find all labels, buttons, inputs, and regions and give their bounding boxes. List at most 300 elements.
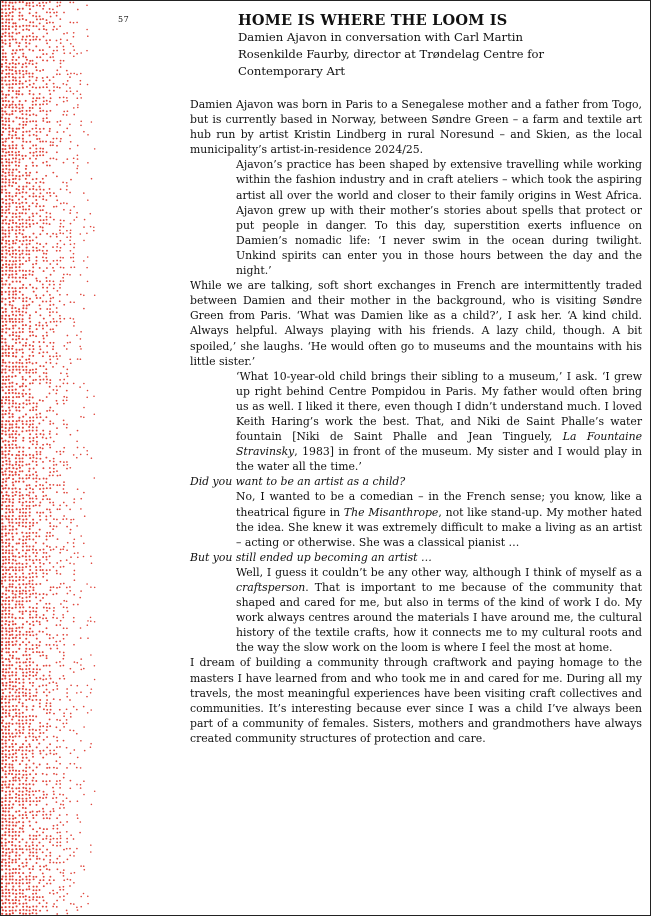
halftone-dot	[32, 545, 34, 547]
halftone-dot	[60, 120, 62, 122]
halftone-dot	[5, 508, 7, 510]
halftone-dot	[50, 511, 52, 513]
halftone-dot	[4, 148, 6, 150]
halftone-dot	[32, 607, 34, 609]
halftone-dot	[45, 175, 47, 177]
halftone-dot	[53, 749, 55, 751]
halftone-dot	[29, 39, 31, 41]
halftone-dot	[12, 886, 14, 888]
halftone-dot	[45, 678, 47, 680]
halftone-dot	[39, 478, 41, 480]
halftone-dot	[43, 563, 45, 565]
halftone-dot	[5, 800, 7, 802]
interview-question: Did you want to be an artist as a child?	[190, 475, 406, 489]
halftone-dot	[22, 406, 24, 408]
halftone-dot	[32, 457, 34, 459]
halftone-dot	[8, 664, 10, 666]
halftone-dot	[36, 800, 38, 802]
halftone-dot	[8, 127, 10, 129]
halftone-dot	[22, 307, 24, 309]
halftone-dot	[25, 208, 27, 210]
halftone-dot	[56, 780, 58, 782]
halftone-dot	[11, 841, 13, 843]
halftone-dot	[43, 205, 45, 207]
halftone-dot	[19, 854, 21, 856]
halftone-dot	[5, 463, 7, 465]
halftone-dot	[46, 60, 48, 62]
paragraph: I dream of building a community through craftwork and paying homage to the masters I have learned from and who took me in and cared for me. During all my travels, the most meaningful experiences have been visiting craft collectives and communities. It’s interesting because ever since I was a child I’ve always been part of a community of females. Sisters, mothers and grandmothers have always created community structures of protection and care.	[190, 656, 642, 745]
halftone-dot	[5, 566, 7, 568]
halftone-dot	[73, 594, 75, 596]
halftone-dot	[28, 250, 30, 252]
halftone-dot	[22, 783, 24, 785]
halftone-dot	[5, 1, 7, 3]
halftone-dot	[63, 447, 65, 449]
halftone-dot	[39, 382, 41, 384]
text-run: , 1983] in front of the museum. My sister and I would play in the water all the time.’	[236, 445, 642, 474]
halftone-dot	[33, 233, 35, 235]
halftone-dot	[36, 855, 38, 857]
halftone-dot	[18, 569, 20, 571]
halftone-dot	[5, 852, 7, 854]
halftone-dot	[53, 773, 55, 775]
halftone-dot	[15, 872, 17, 874]
halftone-dot	[32, 498, 34, 500]
halftone-dot	[60, 321, 62, 323]
halftone-dot	[46, 532, 48, 534]
halftone-dot	[26, 634, 28, 636]
halftone-dot	[19, 263, 21, 265]
halftone-dot	[39, 451, 41, 453]
halftone-dot	[56, 740, 58, 742]
halftone-dot	[63, 678, 65, 680]
halftone-dot	[22, 369, 24, 371]
halftone-dot	[19, 590, 21, 592]
halftone-dot	[15, 831, 17, 833]
halftone-dot	[25, 474, 27, 476]
halftone-dot	[19, 212, 21, 214]
halftone-dot	[53, 331, 55, 333]
halftone-dot	[18, 451, 20, 453]
halftone-dot	[8, 137, 10, 139]
halftone-dot	[63, 49, 65, 51]
halftone-dot	[11, 382, 13, 384]
halftone-dot	[91, 121, 93, 123]
halftone-dot	[52, 797, 54, 799]
halftone-dot	[56, 464, 58, 466]
halftone-dot	[8, 429, 10, 431]
halftone-dot	[22, 140, 24, 142]
halftone-dot	[39, 623, 41, 625]
halftone-dot	[39, 593, 41, 595]
halftone-dot	[22, 53, 24, 55]
halftone-dot	[22, 866, 24, 868]
halftone-dot	[16, 468, 18, 470]
halftone-dot	[42, 110, 44, 112]
halftone-dot	[22, 274, 24, 276]
halftone-dot	[1, 63, 3, 65]
halftone-dot	[9, 902, 11, 904]
halftone-dot	[8, 19, 10, 21]
halftone-dot	[36, 607, 38, 609]
halftone-dot	[11, 59, 13, 61]
halftone-dot	[21, 753, 23, 755]
halftone-dot	[87, 624, 89, 626]
halftone-dot	[19, 76, 21, 78]
halftone-dot	[90, 851, 92, 853]
halftone-dot	[32, 25, 34, 27]
halftone-dot	[19, 644, 21, 646]
halftone-dot	[67, 593, 69, 595]
halftone-dot	[73, 162, 75, 164]
halftone-dot	[91, 804, 93, 806]
halftone-dot	[43, 36, 45, 38]
halftone-dot	[12, 83, 14, 85]
halftone-dot	[25, 559, 27, 561]
halftone-dot	[52, 280, 54, 282]
halftone-dot	[8, 131, 10, 133]
halftone-dot	[22, 549, 24, 551]
halftone-dot	[38, 352, 40, 354]
halftone-dot	[80, 896, 82, 898]
halftone-dot	[69, 848, 71, 850]
halftone-dot	[52, 318, 54, 320]
halftone-dot	[25, 155, 27, 157]
halftone-dot	[35, 699, 37, 701]
halftone-dot	[42, 325, 44, 327]
halftone-dot	[59, 287, 61, 289]
halftone-dot	[59, 73, 61, 75]
halftone-dot	[22, 416, 24, 418]
halftone-dot	[5, 892, 7, 894]
halftone-dot	[59, 508, 61, 510]
halftone-dot	[12, 559, 14, 561]
halftone-dot	[35, 593, 37, 595]
halftone-dot	[36, 135, 38, 137]
halftone-dot	[59, 124, 61, 126]
halftone-dot	[25, 793, 27, 795]
halftone-dot	[19, 518, 21, 520]
halftone-dot	[32, 899, 34, 901]
halftone-dot	[12, 413, 14, 415]
halftone-dot	[49, 861, 51, 863]
halftone-dot	[5, 862, 7, 864]
halftone-dot	[35, 535, 37, 537]
halftone-dot	[39, 902, 41, 904]
halftone-dot	[66, 518, 68, 520]
halftone-dot	[39, 267, 41, 269]
halftone-dot	[8, 134, 10, 136]
halftone-dot	[50, 835, 52, 837]
halftone-dot	[22, 127, 24, 129]
halftone-dot	[36, 638, 38, 640]
halftone-dot	[11, 185, 13, 187]
halftone-dot	[16, 206, 18, 208]
halftone-dot	[8, 291, 10, 293]
halftone-dot	[60, 39, 62, 41]
halftone-dot	[26, 182, 28, 184]
halftone-dot	[52, 297, 54, 299]
halftone-dot	[2, 725, 4, 727]
halftone-dot	[53, 862, 55, 864]
halftone-dot	[12, 784, 14, 786]
halftone-dot	[53, 767, 55, 769]
halftone-dot	[49, 665, 51, 667]
halftone-dot	[25, 222, 27, 224]
halftone-dot	[32, 583, 34, 585]
halftone-dot	[80, 73, 82, 75]
halftone-dot	[46, 114, 48, 116]
halftone-dot	[36, 464, 38, 466]
halftone-dot	[2, 114, 4, 116]
halftone-dot	[18, 770, 20, 772]
halftone-dot	[25, 692, 27, 694]
halftone-dot	[73, 22, 75, 24]
halftone-dot	[5, 178, 7, 180]
halftone-dot	[39, 764, 41, 766]
halftone-dot	[32, 73, 34, 75]
halftone-dot	[63, 366, 65, 368]
halftone-dot	[12, 569, 14, 571]
halftone-dot	[15, 893, 17, 895]
halftone-dot	[18, 189, 20, 191]
halftone-dot	[11, 787, 13, 789]
halftone-dot	[43, 794, 45, 796]
halftone-dot	[52, 29, 54, 31]
halftone-dot	[26, 430, 28, 432]
halftone-dot	[43, 750, 45, 752]
halftone-dot	[5, 542, 7, 544]
halftone-dot	[21, 348, 23, 350]
halftone-dot	[1, 446, 3, 448]
halftone-dot	[25, 909, 27, 911]
halftone-dot	[11, 549, 13, 551]
halftone-dot	[9, 253, 11, 255]
halftone-dot	[70, 267, 72, 269]
halftone-dot	[25, 596, 27, 598]
halftone-dot	[8, 590, 10, 592]
halftone-dot	[22, 525, 24, 527]
halftone-dot	[46, 767, 48, 769]
halftone-dot	[56, 774, 58, 776]
halftone-dot	[32, 120, 34, 122]
halftone-dot	[5, 349, 7, 351]
halftone-dot	[25, 811, 27, 813]
halftone-dot	[1, 77, 3, 79]
halftone-dot	[12, 803, 14, 805]
halftone-dot	[2, 682, 4, 684]
halftone-dot	[21, 144, 23, 146]
halftone-dot	[29, 147, 31, 149]
halftone-dot	[76, 906, 78, 908]
halftone-dot	[2, 573, 4, 575]
halftone-dot	[4, 576, 6, 578]
halftone-dot	[25, 841, 27, 843]
halftone-dot	[70, 522, 72, 524]
halftone-dot	[19, 889, 21, 891]
halftone-dot	[63, 644, 65, 646]
halftone-dot	[22, 838, 24, 840]
halftone-dot	[18, 90, 20, 92]
halftone-dot	[15, 38, 17, 40]
halftone-dot	[8, 895, 10, 897]
halftone-dot	[52, 233, 54, 235]
halftone-dot	[16, 634, 18, 636]
halftone-dot	[67, 878, 69, 880]
halftone-dot	[18, 410, 20, 412]
halftone-dot	[22, 685, 24, 687]
halftone-dot	[32, 661, 34, 663]
halftone-dot	[42, 617, 44, 619]
halftone-dot	[43, 817, 45, 819]
halftone-dot	[69, 562, 71, 564]
halftone-dot	[46, 267, 48, 269]
halftone-dot	[45, 322, 47, 324]
halftone-dot	[50, 883, 52, 885]
halftone-dot	[32, 814, 34, 816]
halftone-dot	[66, 692, 68, 694]
halftone-dot	[15, 178, 17, 180]
halftone-dot	[5, 603, 7, 605]
halftone-dot	[5, 454, 7, 456]
text-run: , not like stand-up. My mother hated the idea. She knew it was extremely difficult to make a living as an artist – acting or otherwise. She was a classical pianist …	[236, 505, 643, 549]
halftone-dot	[11, 137, 13, 139]
halftone-dot	[29, 508, 31, 510]
halftone-dot	[12, 130, 14, 132]
halftone-dot	[8, 899, 10, 901]
halftone-dot	[22, 158, 24, 160]
halftone-dot	[28, 726, 30, 728]
halftone-dot	[12, 181, 14, 183]
halftone-dot	[46, 487, 48, 489]
halftone-dot	[9, 470, 11, 472]
halftone-dot	[52, 53, 54, 55]
halftone-dot	[21, 393, 23, 395]
halftone-dot	[1, 698, 3, 700]
halftone-dot	[8, 66, 10, 68]
halftone-dot	[19, 495, 21, 497]
halftone-dot	[32, 733, 34, 735]
halftone-dot	[29, 910, 31, 912]
halftone-dot	[18, 420, 20, 422]
halftone-dot	[32, 750, 34, 752]
halftone-dot	[18, 266, 20, 268]
halftone-dot	[29, 21, 31, 23]
halftone-dot	[33, 886, 35, 888]
halftone-dot	[15, 681, 17, 683]
halftone-dot	[21, 862, 23, 864]
halftone-dot	[39, 848, 41, 850]
halftone-dot	[60, 603, 62, 605]
halftone-dot	[1, 491, 3, 493]
halftone-dot	[74, 872, 76, 874]
halftone-dot	[49, 121, 51, 123]
halftone-dot	[8, 124, 10, 126]
halftone-dot	[42, 69, 44, 71]
halftone-dot	[29, 321, 31, 323]
halftone-dot	[19, 291, 21, 293]
halftone-dot	[11, 600, 13, 602]
halftone-dot	[29, 525, 31, 527]
halftone-dot	[1, 637, 3, 639]
halftone-dot	[63, 665, 65, 667]
halftone-dot	[49, 358, 51, 360]
halftone-dot	[28, 743, 30, 745]
halftone-dot	[94, 665, 96, 667]
halftone-dot	[53, 206, 55, 208]
halftone-dot	[43, 338, 45, 340]
halftone-dot	[62, 233, 64, 235]
halftone-dot	[12, 291, 14, 293]
halftone-dot	[22, 352, 24, 354]
halftone-dot	[35, 773, 37, 775]
halftone-dot	[73, 546, 75, 548]
halftone-dot	[5, 807, 7, 809]
halftone-dot	[35, 372, 37, 374]
halftone-dot	[12, 369, 14, 371]
halftone-dot	[15, 106, 17, 108]
halftone-dot	[12, 26, 14, 28]
halftone-dot	[9, 474, 11, 476]
halftone-dot	[46, 702, 48, 704]
halftone-dot	[29, 376, 31, 378]
halftone-dot	[22, 613, 24, 615]
halftone-dot	[15, 216, 17, 218]
halftone-dot	[28, 896, 30, 898]
halftone-dot	[29, 617, 31, 619]
halftone-dot	[42, 18, 44, 20]
halftone-dot	[5, 19, 7, 21]
halftone-dot	[1, 423, 3, 425]
halftone-dot	[25, 219, 27, 221]
halftone-dot	[15, 195, 17, 197]
halftone-dot	[12, 590, 14, 592]
halftone-dot	[15, 277, 17, 279]
halftone-dot	[29, 454, 31, 456]
halftone-dot	[32, 196, 34, 198]
halftone-dot	[66, 688, 68, 690]
halftone-dot	[4, 338, 6, 340]
halftone-dot	[42, 654, 44, 656]
halftone-dot	[87, 162, 89, 164]
halftone-dot	[66, 203, 68, 205]
halftone-dot	[5, 460, 7, 462]
halftone-dot	[52, 423, 54, 425]
halftone-dot	[77, 604, 79, 606]
halftone-dot	[76, 457, 78, 459]
halftone-dot	[53, 90, 55, 92]
halftone-dot	[12, 739, 14, 741]
halftone-dot	[56, 783, 58, 785]
halftone-dot	[25, 300, 27, 302]
halftone-dot	[12, 495, 14, 497]
halftone-dot	[8, 821, 10, 823]
halftone-dot	[1, 613, 3, 615]
halftone-dot	[15, 59, 17, 61]
halftone-dot	[21, 593, 23, 595]
halftone-dot	[39, 413, 41, 415]
halftone-dot	[32, 263, 34, 265]
halftone-dot	[32, 621, 34, 623]
halftone-dot	[1, 250, 3, 252]
halftone-dot	[12, 293, 14, 295]
halftone-dot	[60, 138, 62, 140]
halftone-dot	[39, 827, 41, 829]
halftone-dot	[4, 212, 6, 214]
halftone-dot	[63, 886, 65, 888]
halftone-dot	[22, 294, 24, 296]
halftone-dot	[2, 359, 4, 361]
